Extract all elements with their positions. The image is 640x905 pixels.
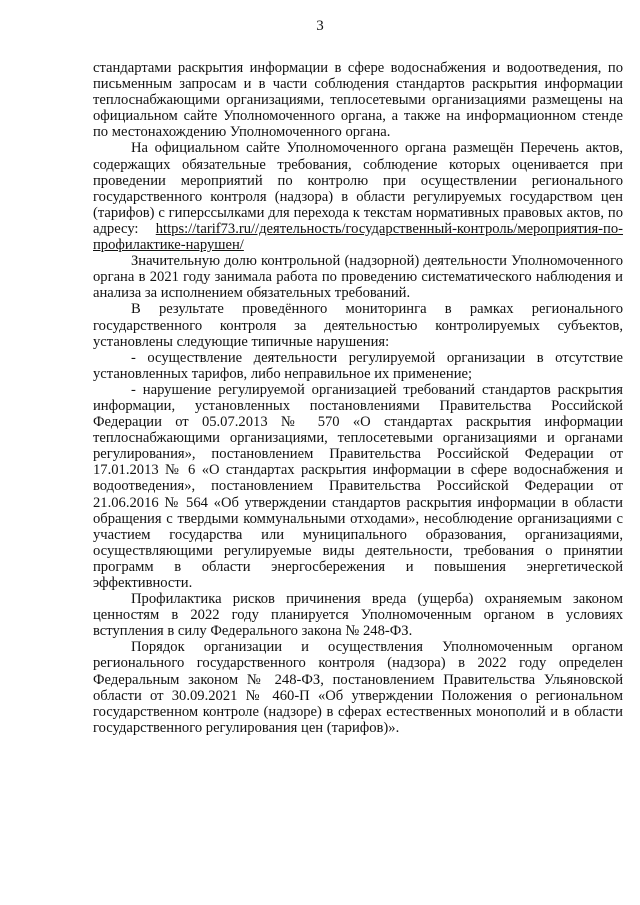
- tarif73-link[interactable]: https://tarif73.ru//деятельность/государственный-контроль/мероприятия-по-профилактике-нарушен/: [93, 220, 623, 254]
- paragraph-acts-list-text: На официальном сайте Уполномоченного органа размещён Перечень актов, содержащих обязательные требования, соблюдение которых оценивается при проведении мероприятий по контролю при осуществлении регионального государственного контроля (надзора) в области регулируемых государством цен (тарифов) с гиперссылками для перехода к текстам нормативных правовых актов, по адресу:: [93, 140, 623, 237]
- paragraph-disclosure-standards: стандартами раскрытия информации в сфере водоснабжения и водоотведения, по письменным запросам и в части соблюдения стандартов раскрытия информации теплоснабжающими организациями, теплосетевыми организациями размещены на официальном сайте Уполномоченного органа, а также на информационном стенде по местонахождению Уполномоченного органа.: [93, 60, 623, 141]
- list-item-violation-disclosure: - нарушение регулируемой организацией требований стандартов раскрытия информации, установленных постановлениями Правительства Российской Федерации от 05.07.2013 № 570 «О стандартах раскрытия информации теплоснабжающими организациями, теплосетевыми организациями и органами регулирования», постановлением Правительства Российской Федерации от 17.01.2013 № 6 «О стандартах раскрытия информации в сфере водоснабжения и водоотведения», постановлением Правительства Российской Федерации от 21.06.2016 № 564 «Об утверждении стандартов раскрытия информации в области обращения с твердыми коммунальными отходами», несоблюдение организациями с участием государства или муниципального образования, организациями, осуществляющими регулируемые виды деятельности, требования о принятии программ в области энергосбережения и повышения энергетической эффективности.: [93, 381, 623, 591]
- paragraph-acts-list: [93, 140, 623, 253]
- paragraph-risk-prevention: Профилактика рисков причинения вреда (ущерба) охраняемым законом ценностям в 2022 году планируется Уполномоченным органом в условиях вступления в силу Федерального закона № 248-ФЗ.: [93, 591, 623, 640]
- document-body: [93, 60, 623, 736]
- paragraph-control-activity: Значительную долю контрольной (надзорной) деятельности Уполномоченного органа в 2021 году занимала работа по проведению систематического наблюдения и анализа за исполнением обязательных требований.: [93, 253, 623, 302]
- paragraph-control-procedure: Порядок организации и осуществления Уполномоченным органом регионального государственного контроля (надзора) в 2022 году определен Федеральным законом № 248-ФЗ, постановлением Правительства Ульяновской области от 30.09.2021 № 460-П «Об утверждении Положения о региональном государственном контроле (надзоре) в сферах естественных монополий и в области государственного регулирования цен (тарифов)».: [93, 639, 623, 736]
- page-number: 3: [316, 18, 324, 34]
- list-item-violation-tariffs: - осуществление деятельности регулируемой организации в отсутствие установленных тарифов, либо неправильное их применение;: [93, 349, 623, 382]
- paragraph-monitoring-results: В результате проведённого мониторинга в рамках регионального государственного контроля за деятельностью контролируемых субъектов, установлены следующие типичные нарушения:: [93, 301, 623, 350]
